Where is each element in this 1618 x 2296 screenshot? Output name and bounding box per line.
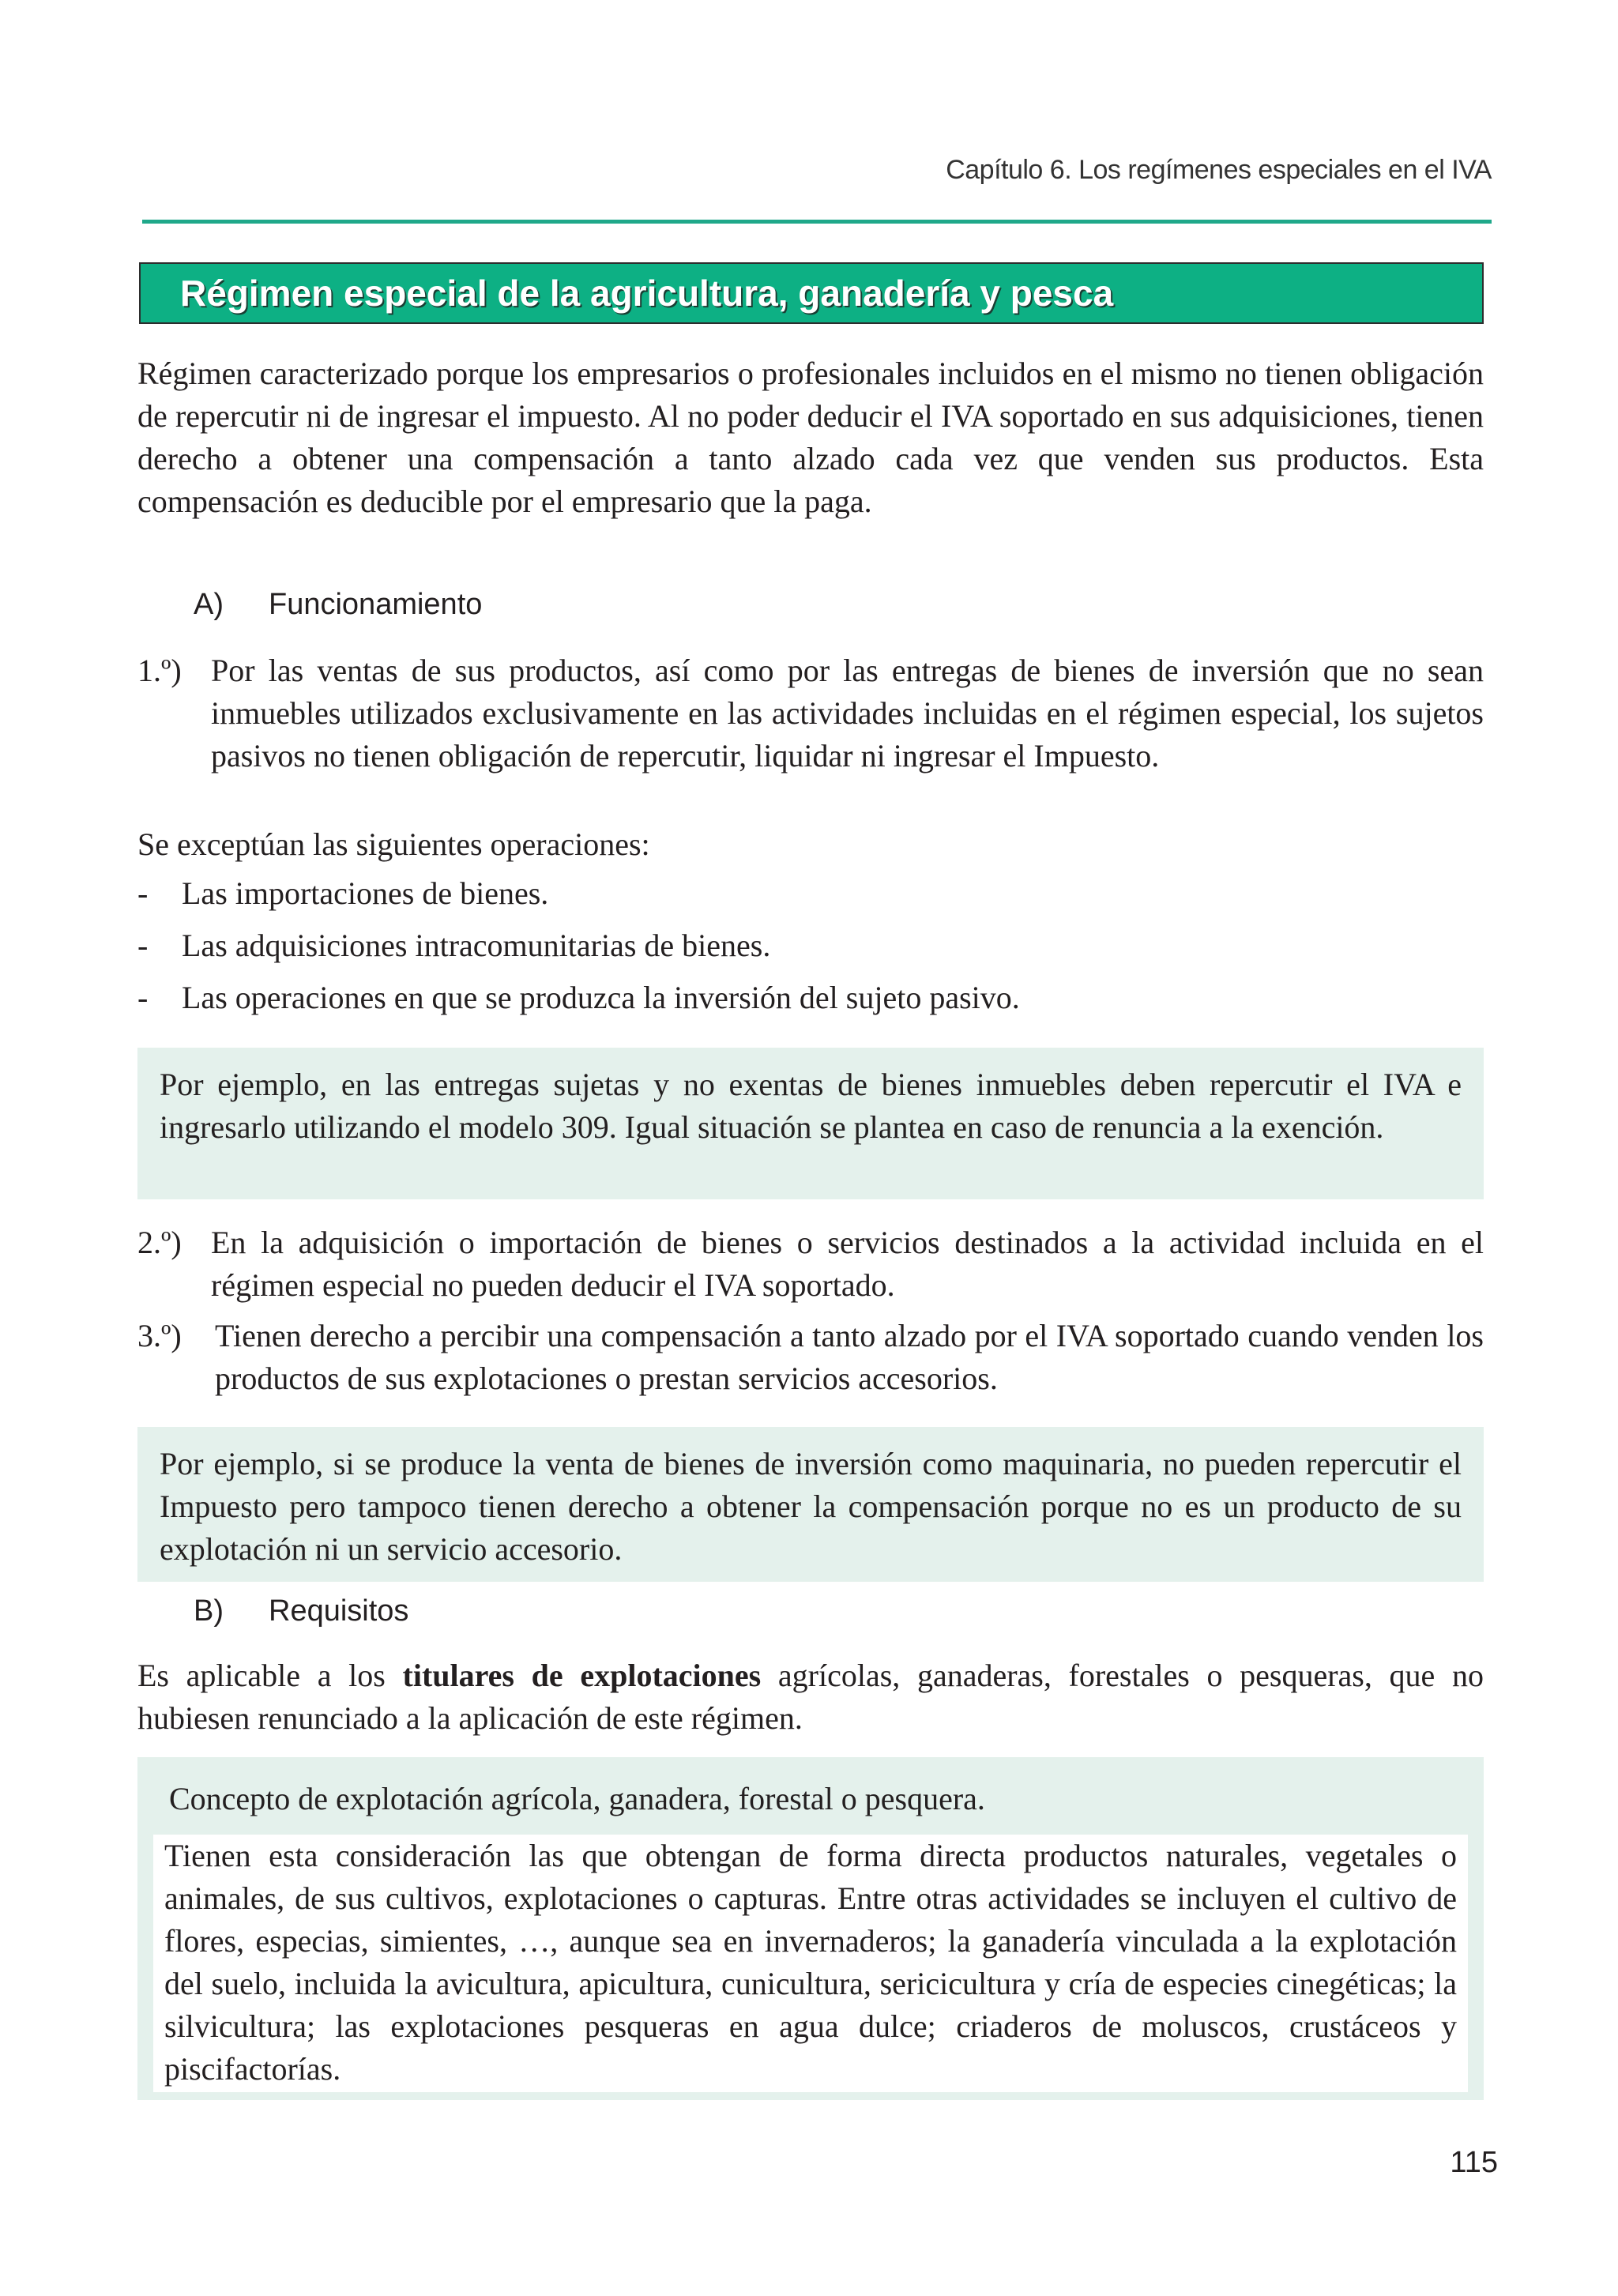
example-text: Por ejemplo, en las entregas sujetas y no exentas de bienes inmuebles deben repercutir el IVA e ingresarlo utilizando el modelo 309. Igual situación se plantea en caso de renuncia a la exención. <box>160 1067 1462 1145</box>
enum-text: En la adquisición o importación de bienes o servicios destinados a la actividad incluida en el régimen especial no pueden deducir el IVA soportado. <box>211 1225 1484 1303</box>
list-item-text: Las importaciones de bienes. <box>182 875 549 911</box>
subheading-letter: B) <box>194 1594 224 1628</box>
dash-marker: - <box>137 875 149 911</box>
enum-text: Tienen derecho a percibir una compensación a tanto alzado por el IVA soportado cuando venden los productos de sus explotaciones o prestan servicios accesorios. <box>215 1318 1484 1396</box>
enum-number: 2.º) <box>137 1225 182 1260</box>
page-number: 115 <box>1450 2146 1498 2179</box>
enum-item-3 <box>137 1315 1484 1400</box>
enum-item-2 <box>137 1221 1484 1307</box>
example-text: Por ejemplo, si se produce la venta de bienes de inversión como maquinaria, no pueden repercutir el Impuesto pero tampoco tienen derecho a obtener la compensación porque no es un producto de su explotación ni un servicio accesorio. <box>160 1446 1462 1567</box>
chapter-header: Capítulo 6. Los regímenes especiales en el IVA <box>946 155 1492 185</box>
subheading-funcionamiento <box>194 588 482 622</box>
section-title-banner <box>139 262 1484 324</box>
enum-item-1 <box>137 649 1484 777</box>
section-title: Régimen especial de la agricultura, ganadería y pesca <box>180 273 1114 314</box>
list-item-text: Las operaciones en que se produzca la inversión del sujeto pasivo. <box>182 980 1020 1015</box>
requisitos-paragraph <box>137 1654 1484 1740</box>
list-item-text: Las adquisiciones intracomunitarias de bienes. <box>182 928 771 963</box>
enum-number: 3.º) <box>137 1318 182 1353</box>
enum-number: 1.º) <box>137 653 182 688</box>
list-item <box>137 872 548 915</box>
dash-marker: - <box>137 980 149 1015</box>
concept-text: Tienen esta consideración las que obtengan de forma directa productos naturales, vegetales o animales, de sus cultivos, explotaciones o capturas. Entre otras actividades se incluyen el cultivo de flores, especias, simientes, …, aunque sea en invernaderos; la ganadería vinculada a la explotación del suelo, incluida la avicultura, apicultura, cunicultura, sericicultura y cría de especies cinegéticas; la silvicultura; las explotaciones pesqueras en agua dulce; criaderos de moluscos, crustáceos y piscifactorías. <box>164 1838 1457 2087</box>
requisitos-text-before: Es aplicable a los <box>137 1658 403 1693</box>
enum-text: Por las ventas de sus productos, así como por las entregas de bienes de inversión que no sean inmuebles utilizados exclusivamente en las actividades incluidas en el régimen especial, los sujetos pasivos no tienen obligación de repercutir, liquidar ni ingresar el Impuesto. <box>211 653 1484 773</box>
header-divider <box>142 220 1492 224</box>
subheading-text: Funcionamiento <box>269 588 483 621</box>
list-item <box>137 924 770 967</box>
concept-inner-box <box>153 1835 1468 2092</box>
example-note-1 <box>137 1048 1484 1199</box>
requisitos-bold-term: titulares de explotaciones <box>402 1658 762 1693</box>
exceptions-intro: Se exceptúan las siguientes operaciones: <box>137 826 650 862</box>
example-note-2 <box>137 1427 1484 1582</box>
concept-title: Concepto de explotación agrícola, ganadera, forestal o pesquera. <box>169 1781 985 1816</box>
dash-marker: - <box>137 928 149 963</box>
subheading-letter: A) <box>194 588 224 621</box>
concept-box <box>137 1757 1484 2100</box>
subheading-text: Requisitos <box>269 1594 409 1628</box>
subheading-requisitos <box>194 1594 408 1628</box>
list-item <box>137 977 1020 1019</box>
requisitos-text-after: agrícolas, ganaderas, forestales o pesqueras, que no hubiesen renunciado a la aplicación de este régimen. <box>137 1658 1484 1736</box>
intro-paragraph: Régimen caracterizado porque los empresarios o profesionales incluidos en el mismo no tienen obligación de repercutir ni de ingresar el impuesto. Al no poder deducir el IVA soportado en sus adquisiciones, tienen derecho a obtener una compensación a tanto alzado cada vez que venden sus productos. Esta compensación es deducible por el empresario que la paga. <box>137 356 1484 519</box>
